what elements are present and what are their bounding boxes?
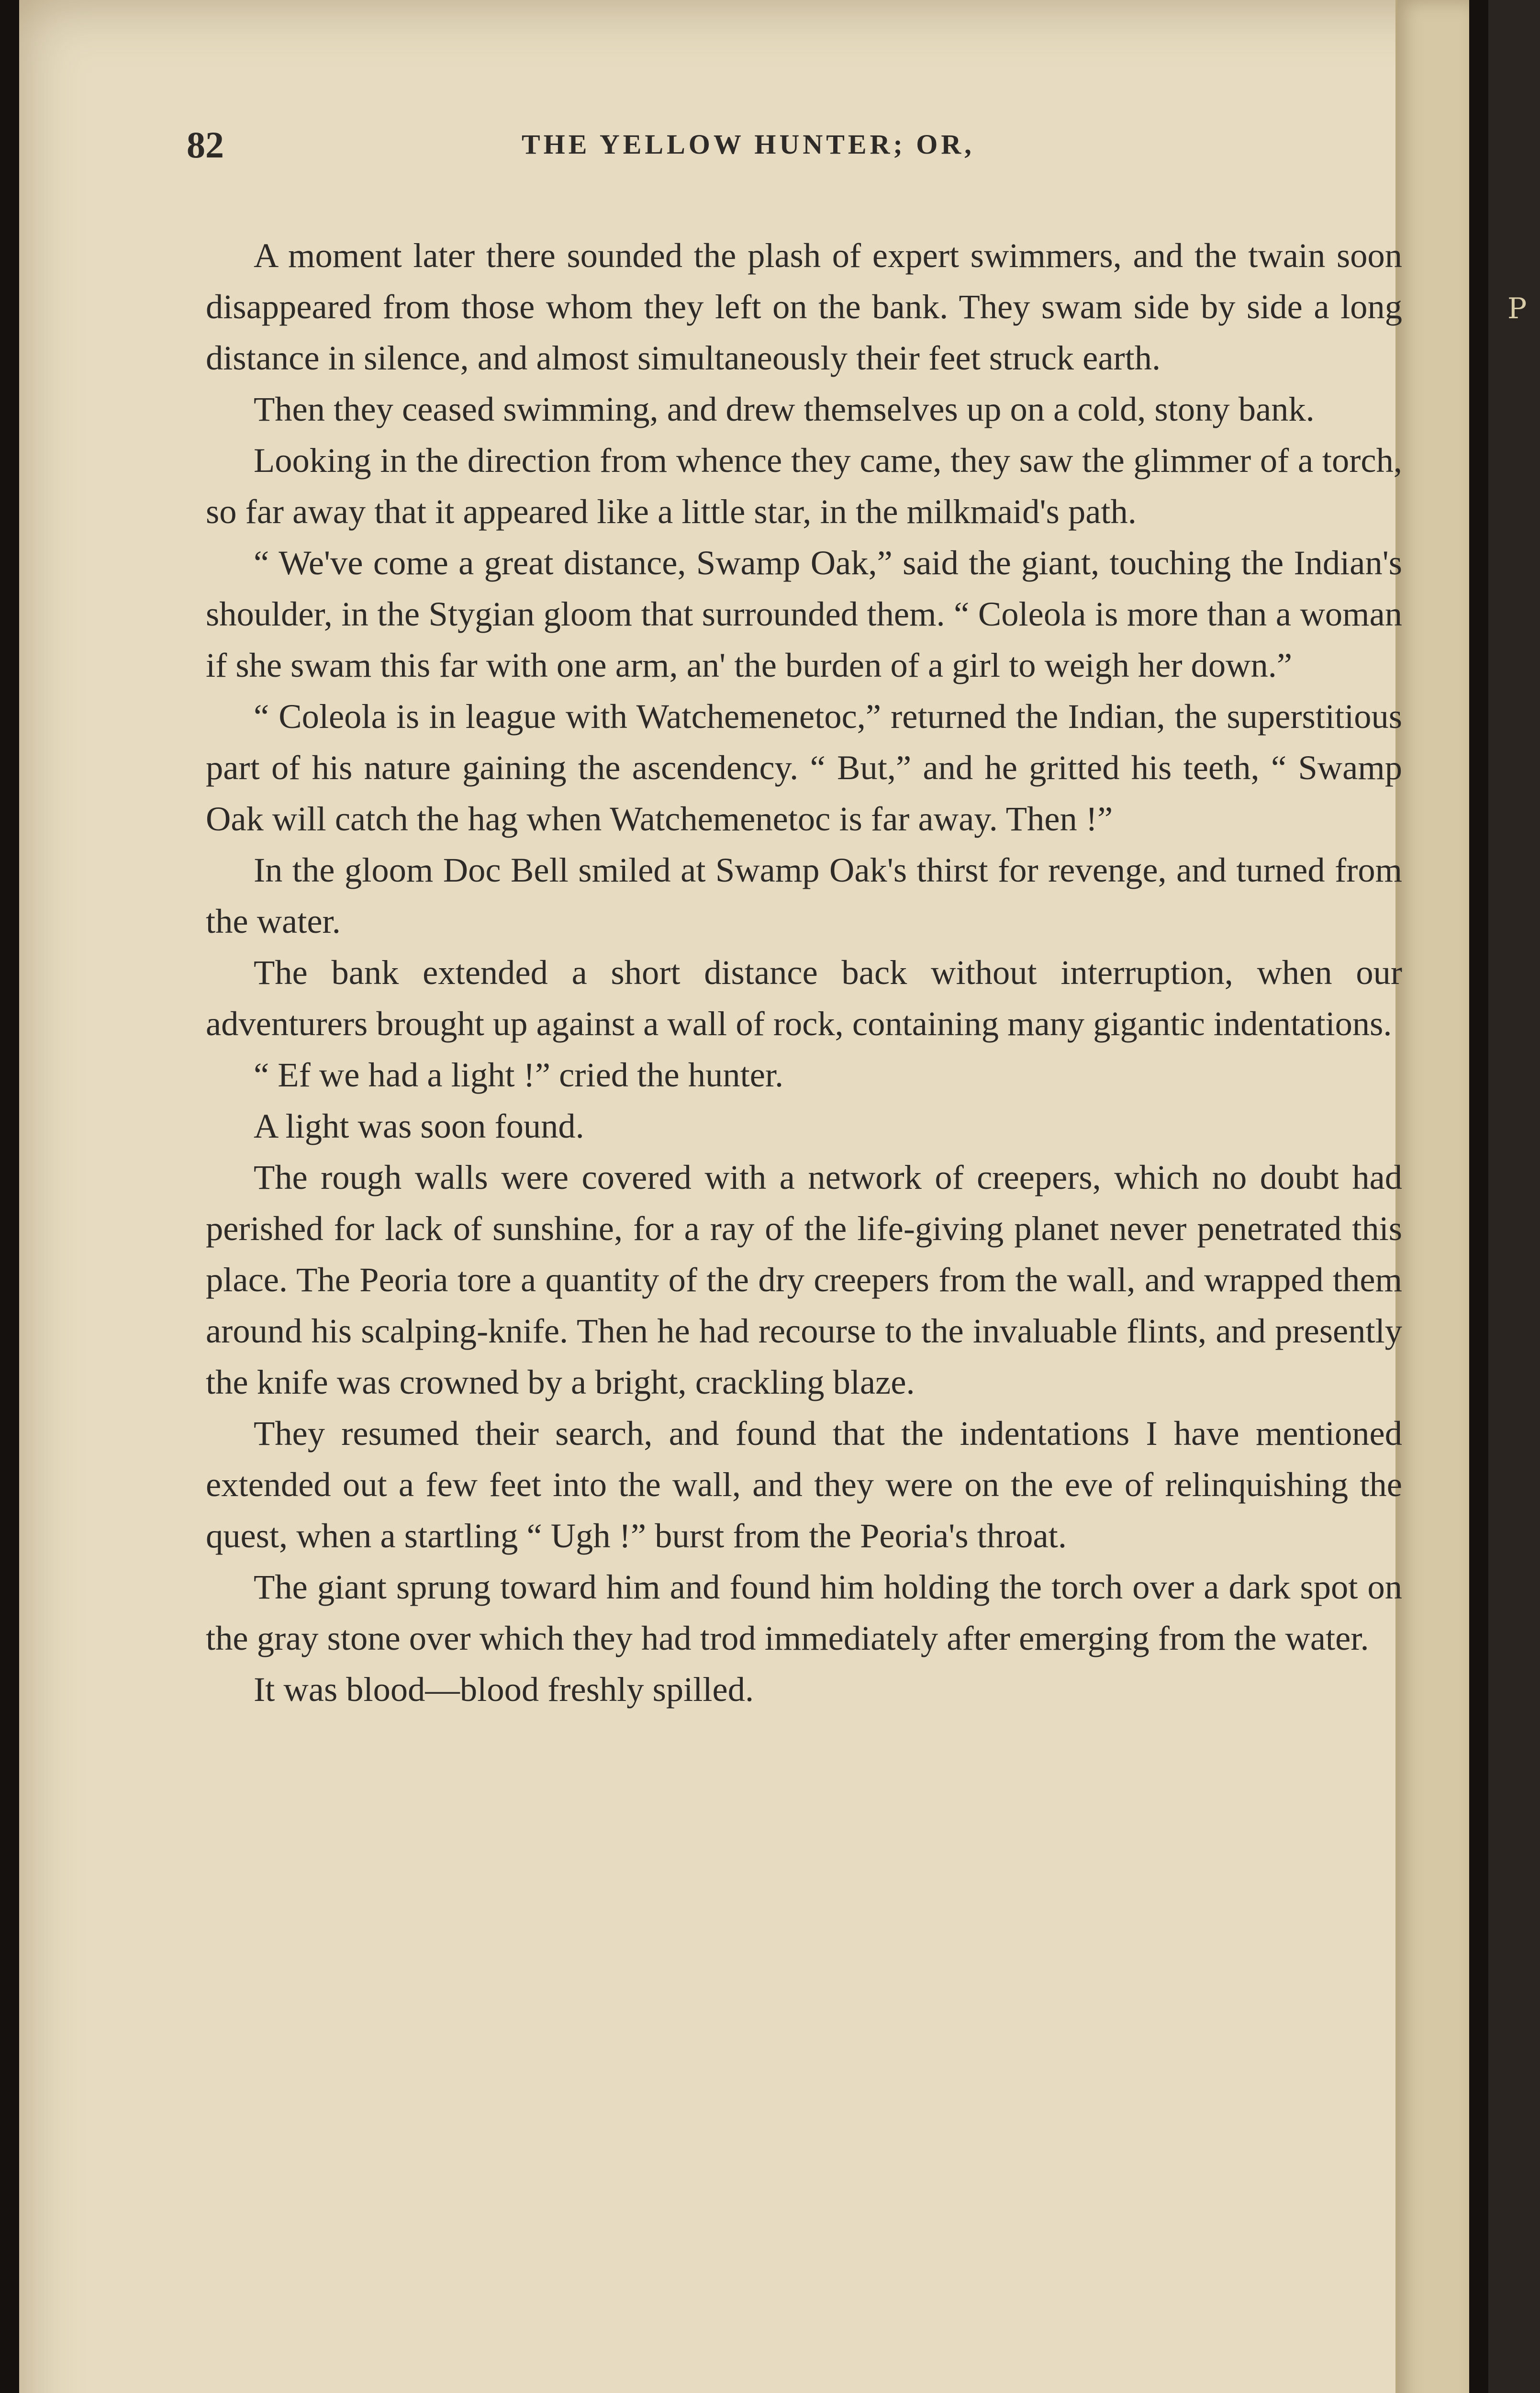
paragraph: The rough walls were covered with a network of creepers, which no doubt had perished for lack of sunshine, for a ray of the life-giving planet never penetrated this place. The Peoria tore a quantity of the dry creepers from the wall, and wrapped them around his scalping-knife. Then he had recourse to the invaluable flints, and presently the knife was crowned by a bright, crackling blaze. bbox=[206, 1158, 1402, 1401]
running-title: THE YELLOW HUNTER; OR, bbox=[522, 129, 975, 160]
page-number: 82 bbox=[187, 124, 224, 166]
paragraph: They resumed their search, and found that the indentations I have mentioned extended out a few feet into the wall, and they were on the eve of relinquishing the quest, when a startling “ Ugh !” burst from the Peoria's throat. bbox=[206, 1414, 1402, 1555]
paragraph: “ We've come a great distance, Swamp Oak,” said the giant, touching the Indian's shoulder, in the Stygian gloom that surrounded them. “ Coleola is more than a woman if she swam this far with one arm, an' the burden of a girl to weigh her down.” bbox=[206, 543, 1402, 684]
paragraph: Then they ceased swimming, and drew themselves up on a cold, stony bank. bbox=[254, 390, 1315, 428]
paragraph: The bank extended a short distance back without interruption, when our adventurers brought up against a wall of rock, containing many gigantic indentations. bbox=[206, 953, 1402, 1043]
paragraph: The giant sprung toward him and found him holding the torch over a dark spot on the gray stone over which they had trod immediately after emerging from the water. bbox=[206, 1567, 1402, 1657]
body-text bbox=[206, 230, 1402, 1715]
paragraph: A moment later there sounded the plash of expert swimmers, and the twain soon disappeared from those whom they left on the bank. They swam side by side a long distance in silence, and almost simultaneously their feet struck earth. bbox=[206, 236, 1402, 377]
book-page bbox=[19, 0, 1469, 2393]
paragraph: “ Coleola is in league with Watchemenetoc,” returned the Indian, the superstitious part of his nature gaining the ascendency. “ But,” and he gritted his teeth, “ Swamp Oak will catch the hag when Watchemenetoc is far away. Then !” bbox=[206, 697, 1402, 838]
paragraph: It was blood—blood freshly spilled. bbox=[254, 1670, 754, 1709]
page-gutter-edge bbox=[1395, 0, 1469, 2393]
adjacent-page-strip bbox=[1488, 0, 1540, 2393]
running-header bbox=[187, 123, 1431, 171]
paragraph: Looking in the direction from whence they came, they saw the glimmer of a torch, so far away that it appeared like a little star, in the milkmaid's path. bbox=[206, 441, 1402, 531]
adjacent-page-letter: P bbox=[1507, 292, 1527, 325]
paragraph: In the gloom Doc Bell smiled at Swamp Oak's thirst for revenge, and turned from the water. bbox=[206, 850, 1402, 940]
paragraph: A light was soon found. bbox=[254, 1107, 584, 1145]
paragraph: “ Ef we had a light !” cried the hunter. bbox=[254, 1055, 784, 1094]
